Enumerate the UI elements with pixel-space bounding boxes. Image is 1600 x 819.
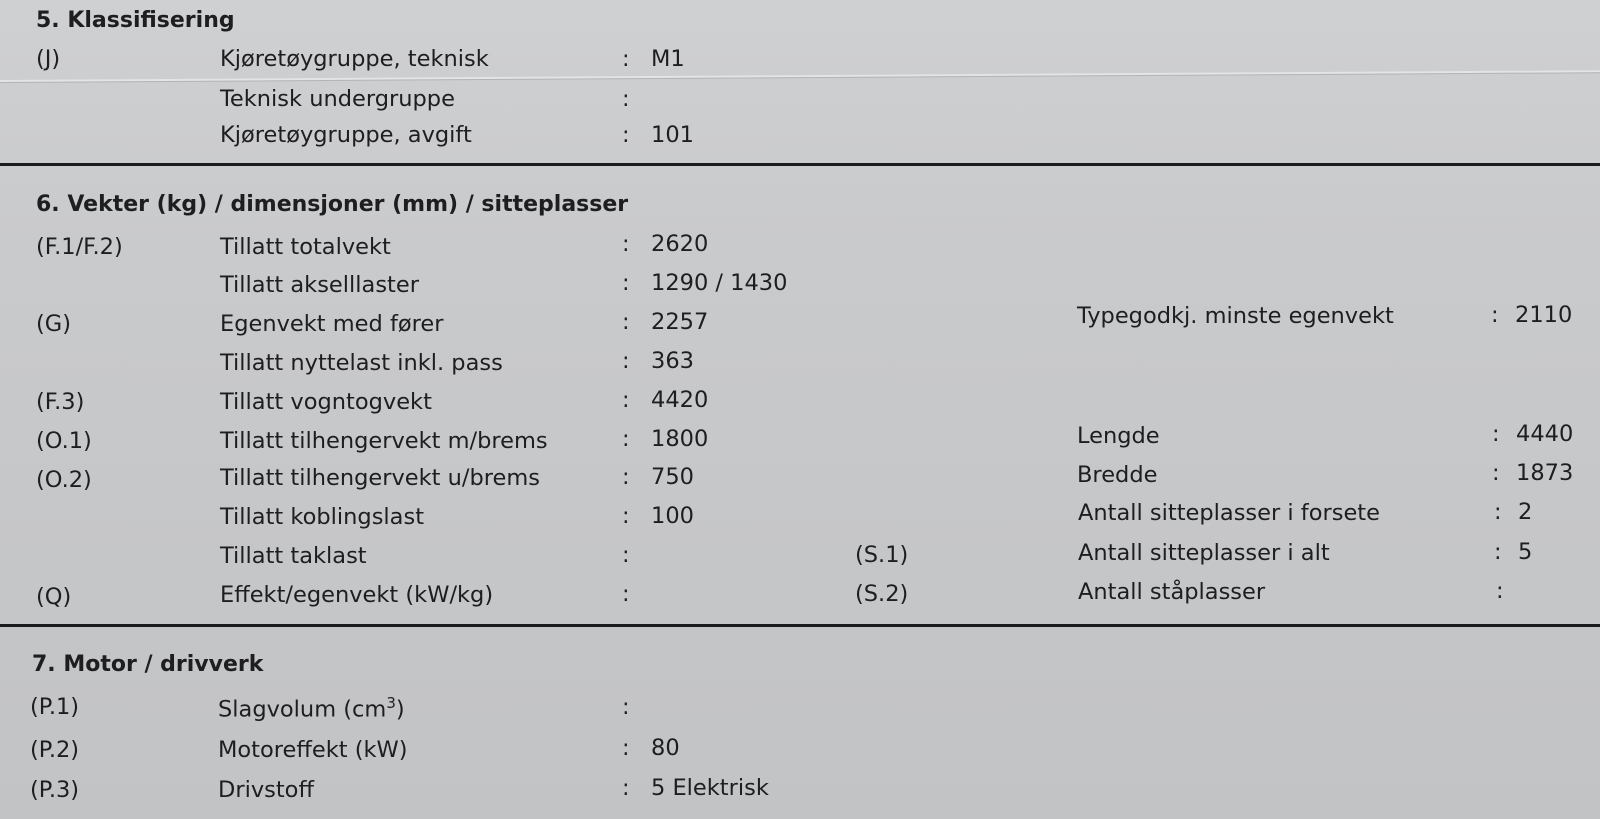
row-label: Tillatt tilhengervekt m/brems	[220, 428, 548, 454]
row-colon: :	[622, 464, 630, 490]
section-divider	[0, 163, 1600, 166]
section-6-title: 6. Vekter (kg) / dimensjoner (mm) / sitteplasser	[36, 192, 629, 217]
row-colon: :	[1496, 578, 1504, 604]
row-value: 2110	[1515, 302, 1573, 328]
row-label: Drivstoff	[218, 777, 314, 803]
row-label: Tillatt akselllaster	[220, 272, 419, 298]
row-code: (S.1)	[855, 542, 909, 568]
row-label: Tillatt taklast	[220, 543, 367, 569]
row-value: 4440	[1516, 421, 1574, 447]
row-label: Tillatt vogntogvekt	[220, 389, 432, 415]
row-label: Typegodkj. minste egenvekt	[1077, 303, 1394, 329]
row-label	[218, 694, 405, 723]
row-code: (S.2)	[855, 581, 909, 607]
row-label: Motoreffekt (kW)	[218, 737, 408, 763]
row-colon: :	[1491, 302, 1499, 328]
row-label: Kjøretøygruppe, teknisk	[220, 46, 489, 72]
row-colon: :	[1494, 539, 1502, 565]
row-label-text: Slagvolum (cm	[218, 696, 387, 723]
row-value: 750	[651, 464, 694, 490]
row-colon: :	[622, 46, 630, 72]
row-value: 1873	[1516, 460, 1574, 486]
row-colon: :	[622, 581, 630, 607]
row-value: 4420	[651, 387, 709, 413]
row-value: 100	[651, 503, 694, 529]
row-label: Antall sitteplasser i alt	[1078, 540, 1330, 566]
row-label: Teknisk undergruppe	[220, 86, 455, 112]
row-colon: :	[622, 694, 630, 720]
row-colon: :	[622, 735, 630, 761]
row-label: Antall sitteplasser i forsete	[1078, 500, 1380, 526]
row-value: 101	[651, 122, 694, 148]
row-label: Lengde	[1077, 423, 1160, 449]
row-value: 2257	[651, 309, 709, 335]
row-code: (F.3)	[36, 389, 85, 415]
row-value: 2	[1518, 499, 1533, 525]
row-code: (Q)	[36, 584, 72, 610]
row-label: Bredde	[1077, 462, 1158, 488]
row-label: Tillatt totalvekt	[220, 234, 391, 260]
row-label: Antall ståplasser	[1078, 579, 1266, 605]
row-colon: :	[622, 775, 630, 801]
row-colon: :	[622, 86, 630, 112]
row-colon: :	[622, 542, 630, 568]
row-colon: :	[622, 503, 630, 529]
row-colon: :	[622, 387, 630, 413]
row-code: (O.1)	[36, 428, 92, 454]
row-label: Tillatt nyttelast inkl. pass	[220, 350, 503, 376]
row-value: 363	[651, 348, 694, 374]
row-code: (P.3)	[30, 777, 80, 803]
section-5-title: 5. Klassifisering	[36, 8, 235, 33]
row-colon: :	[622, 122, 630, 148]
row-code: (P.1)	[30, 694, 80, 720]
row-colon: :	[622, 426, 630, 452]
row-label: Egenvekt med fører	[220, 311, 444, 337]
row-label: Tillatt koblingslast	[220, 504, 425, 530]
row-colon: :	[1492, 460, 1500, 486]
row-label: Tillatt tilhengervekt u/brems	[220, 465, 540, 491]
row-colon: :	[1494, 499, 1502, 525]
row-colon: :	[622, 231, 630, 257]
row-value: 1290 / 1430	[651, 270, 788, 296]
row-code: (J)	[36, 46, 61, 72]
row-code: (O.2)	[36, 467, 92, 493]
section-divider	[0, 624, 1600, 627]
row-colon: :	[622, 309, 630, 335]
row-label-end: )	[395, 696, 405, 723]
row-value: 5 Elektrisk	[651, 775, 769, 801]
row-colon: :	[622, 348, 630, 374]
row-colon: :	[622, 270, 630, 296]
row-value: 5	[1518, 539, 1533, 565]
row-code: (G)	[36, 311, 71, 337]
row-colon: :	[1492, 421, 1500, 447]
row-label-superscript: 3	[386, 694, 396, 712]
row-label: Kjøretøygruppe, avgift	[220, 122, 472, 148]
row-value: 1800	[651, 426, 709, 452]
row-value: 2620	[651, 231, 709, 257]
row-code: (P.2)	[30, 737, 80, 763]
section-7-title: 7. Motor / drivverk	[32, 652, 264, 677]
row-code: (F.1/F.2)	[36, 234, 123, 260]
row-value: M1	[651, 46, 685, 72]
row-value: 80	[651, 735, 680, 761]
row-label: Effekt/egenvekt (kW/kg)	[220, 582, 494, 608]
